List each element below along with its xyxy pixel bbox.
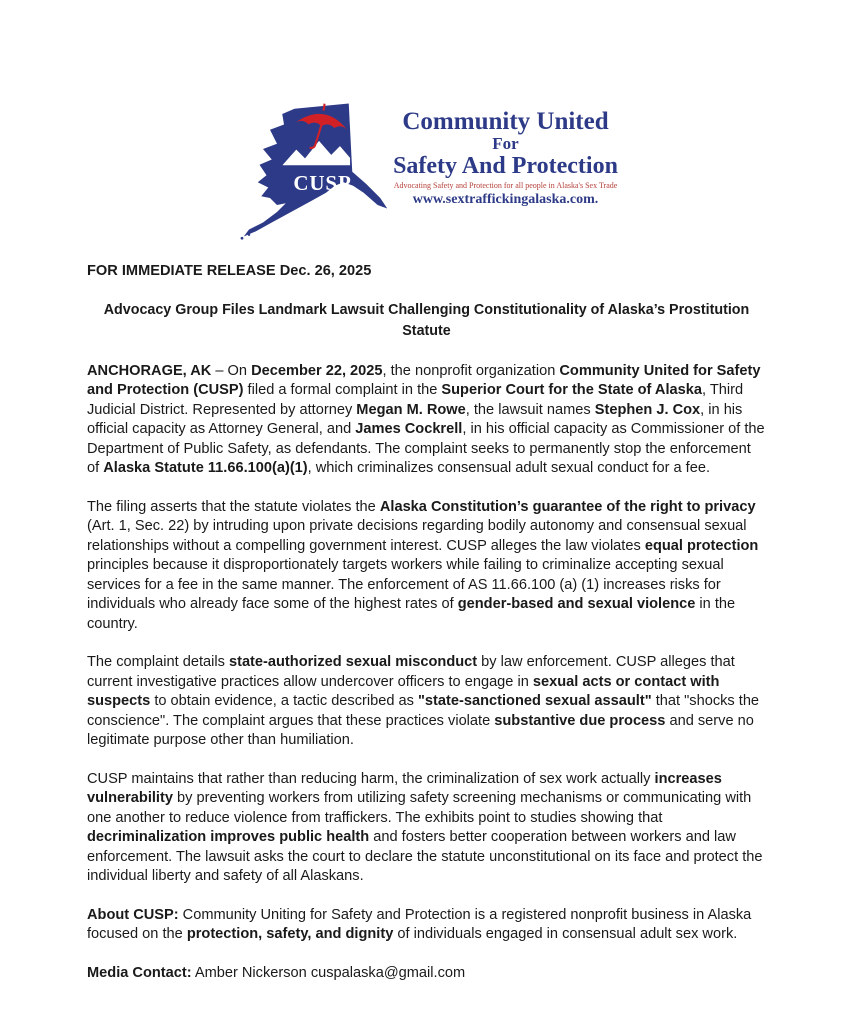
org-website: www.sextraffickingalaska.com. bbox=[412, 192, 599, 207]
cusp-acronym: CUSP bbox=[293, 171, 352, 196]
logo-text-block bbox=[393, 100, 618, 208]
aleutian-island-dot bbox=[241, 237, 244, 240]
press-release-paragraph: The filing asserts that the statute violates the Alaska Constitution’s guarantee of the right to privacy (Art. 1, Sec. 22) by intruding upon private decisions regarding bodily autonomy and consensual sexual relationships without a compelling government interest. CUSP alleges the law violates equal protection principles because it disproportionately targets workers while failing to criminalize accepting sexual services for a fee in the same manner. The enforcement of AS 11.66.100 (a) (1) increases risks for individuals who already face some of the highest rates of gender-based and sexual violence in the country. bbox=[87, 498, 759, 632]
aleutian-island-dot bbox=[248, 234, 250, 236]
release-headline: Advocacy Group Files Landmark Lawsuit Challenging Constitutionality of Alaska’s Prostitution Statute bbox=[103, 301, 750, 339]
press-release-paragraph: The complaint details state-authorized sexual misconduct by law enforcement. CUSP alleges that current investigative practices allow undercover officers to engage in sexual acts or contact with suspects to obtain evidence, a tactic described as "state-sanctioned sexual assault" that "shocks the conscience". The complaint argues that these practices violate substantive due process and serve no legitimate purpose other than humiliation. bbox=[87, 654, 760, 748]
org-name-line1: Community United bbox=[402, 108, 609, 135]
release-kicker: FOR IMMEDIATE RELEASE Dec. 26, 2025 bbox=[87, 263, 372, 279]
about-section: About CUSP: Community Uniting for Safety and Protection is a registered nonprofit business in Alaska focused on the protection, safety, and dignity of individuals engaged in consensual adult sex work. bbox=[87, 906, 752, 942]
cusp-logo bbox=[0, 0, 853, 240]
org-tagline: Advocating Safety and Protection for all people in Alaska's Sex Trade bbox=[393, 181, 618, 190]
press-release-body bbox=[87, 262, 766, 983]
alaska-silhouette bbox=[244, 104, 388, 237]
org-name-line3: Safety And Protection bbox=[393, 153, 618, 179]
press-release-paragraph: CUSP maintains that rather than reducing harm, the criminalization of sex work actually increases vulnerability by preventing workers from utilizing safety screening mechanisms or communicating with one another to reduce violence from traffickers. The exhibits point to studies showing that decriminalization improves public health and fosters better cooperation between workers and law enforcement. The lawsuit asks the court to declare the statute unconstitutional on its face and protect the individual liberty and safety of all Alaskans. bbox=[87, 770, 763, 884]
org-name-line2: For bbox=[492, 134, 519, 153]
alaska-map-logo bbox=[235, 100, 417, 240]
media-contact: Media Contact: Amber Nickerson cuspalaska@gmail.com bbox=[87, 964, 466, 981]
press-release-paragraph: ANCHORAGE, AK – On December 22, 2025, the nonprofit organization Community United for Safety and Protection (CUSP) filed a formal complaint in the Superior Court for the State of Alaska, Third Judicial District. Represented by attorney Megan M. Rowe, the lawsuit names Stephen J. Cox, in his official capacity as Attorney General, and James Cockrell, in his official capacity as Commissioner of the Department of Public Safety, as defendants. The complaint seeks to permanently stop the enforcement of Alaska Statute 11.66.100(a)(1), which criminalizes consensual adult sexual conduct for a fee. bbox=[87, 362, 765, 476]
release-paragraphs bbox=[87, 362, 766, 887]
